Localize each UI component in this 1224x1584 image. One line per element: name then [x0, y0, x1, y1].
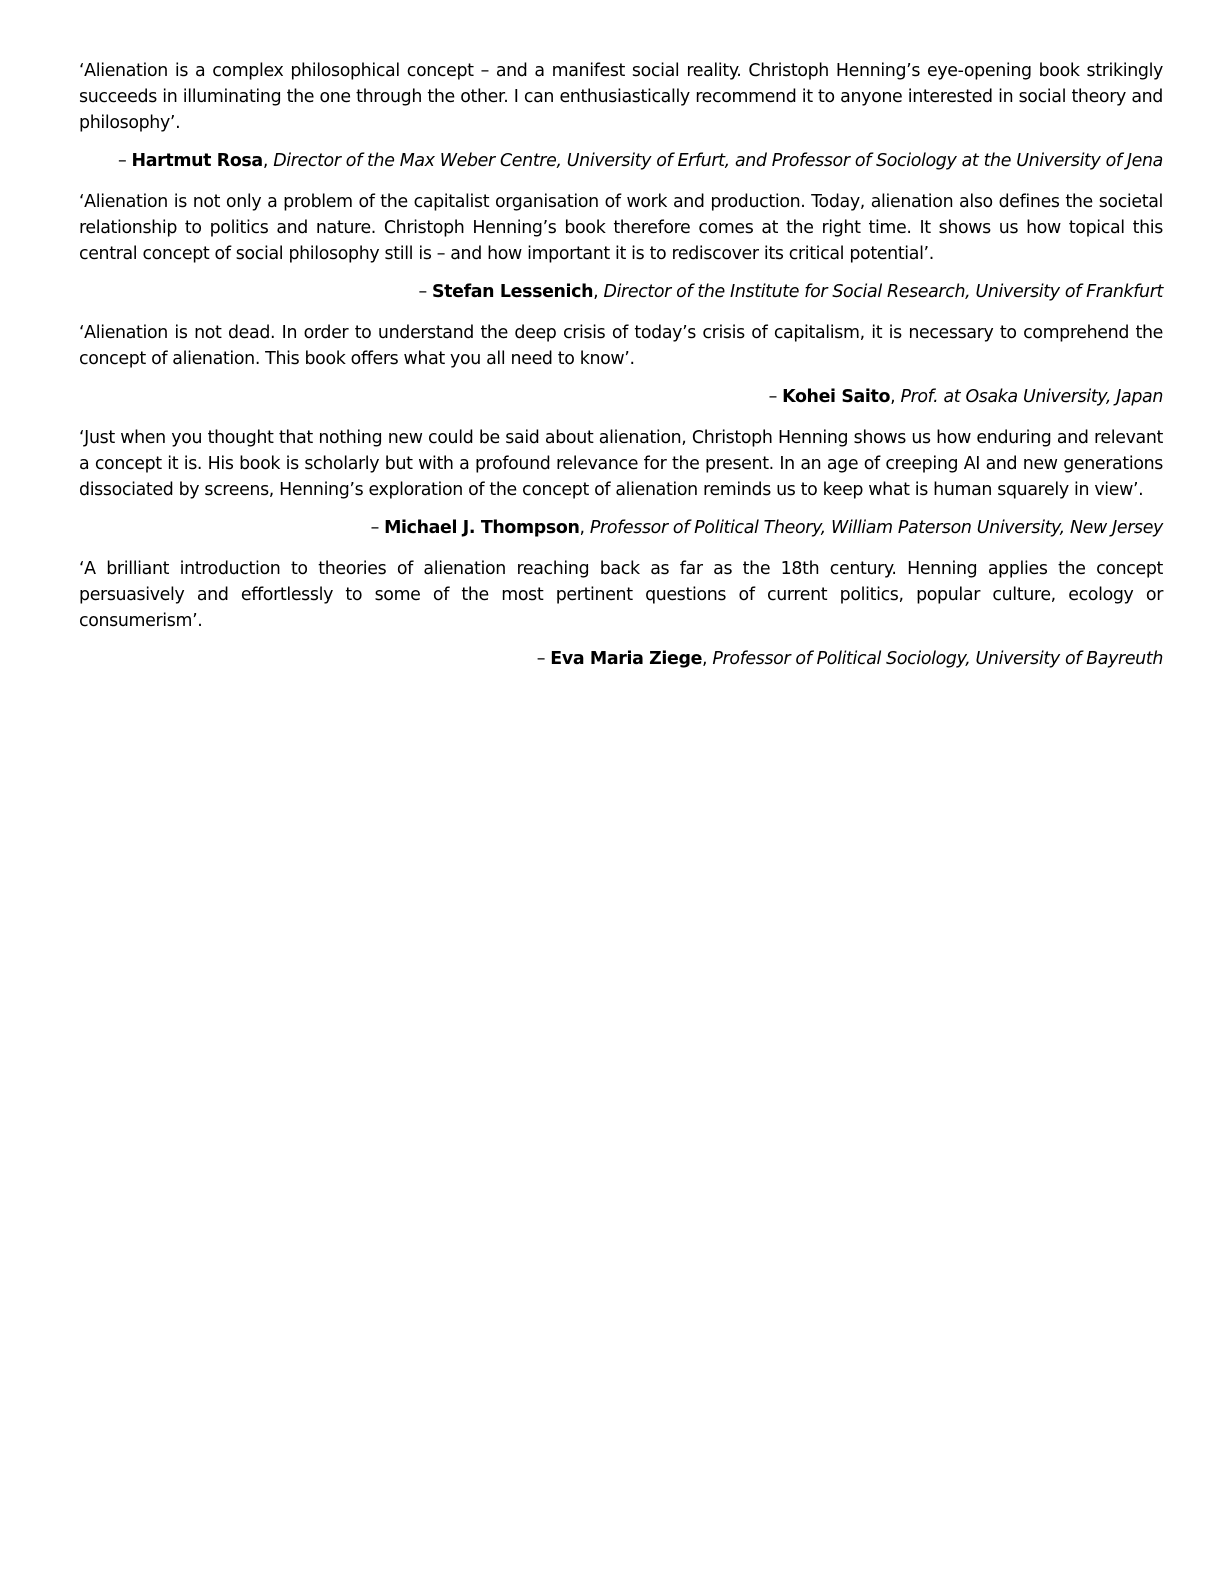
endorser-name: Michael J. Thompson [384, 518, 580, 538]
endorser-role: Professor of Political Theory, William Paterson University, New Jersey [589, 518, 1163, 538]
endorsement [79, 556, 1163, 674]
endorsement-quote: ‘Alienation is a complex philosophical concept – and a manifest social reality. Christoph Henning’s eye-opening book strikingly succeeds in illuminating the one through the other. I can enthusiastically recommend it to anyone interested in social theory and philosophy’. [79, 61, 1163, 133]
attribution-separator: , [579, 518, 590, 538]
endorser-role: Professor of Political Sociology, University of Bayreuth [712, 649, 1163, 669]
attribution-dash: – [536, 649, 551, 669]
endorser-name: Kohei Saito [782, 387, 891, 407]
endorsement [79, 189, 1163, 307]
endorsement [79, 320, 1163, 412]
endorser-name: Hartmut Rosa [131, 151, 263, 171]
endorsement-attribution [79, 644, 1163, 674]
attribution-dash: – [768, 387, 783, 407]
endorsement [79, 58, 1163, 176]
endorsement-attribution [79, 277, 1163, 307]
endorsement-attribution [79, 146, 1163, 176]
endorser-name: Stefan Lessenich [431, 282, 594, 302]
attribution-separator: , [702, 649, 713, 669]
endorsement-quote: ‘Just when you thought that nothing new could be said about alienation, Christoph Henning shows us how enduring and relevant a concept it is. His book is scholarly but with a profound relevance for the present. In an age of creeping AI and new generations dissociated by screens, Henning’s exploration of the concept of alienation reminds us to keep what is human squarely in view’. [79, 428, 1163, 500]
endorsement-quote: ‘Alienation is not only a problem of the capitalist organisation of work and production. Today, alienation also defines the societal relationship to politics and nature. Christoph Henning’s book therefore comes at the right time. It shows us how topical this central concept of social philosophy still is – and how important it is to rediscover its critical potential’. [79, 192, 1163, 264]
endorsements-page [79, 58, 1163, 687]
attribution-dash: – [370, 518, 385, 538]
endorser-role: Prof. at Osaka University, Japan [900, 387, 1163, 407]
attribution-separator: , [890, 387, 901, 407]
attribution-dash: – [418, 282, 432, 302]
endorsement-attribution [79, 513, 1163, 543]
endorsement-quote: ‘Alienation is not dead. In order to understand the deep crisis of today’s crisis of capitalism, it is necessary to comprehend the concept of alienation. This book offers what you all need to know’. [79, 323, 1163, 369]
endorser-role: Director of the Max Weber Centre, University of Erfurt, and Professor of Sociology at the University of Jena [273, 151, 1163, 171]
endorser-role: Director of the Institute for Social Research, University of Frankfurt [603, 282, 1163, 302]
attribution-dash: – [118, 151, 132, 171]
attribution-separator: , [262, 151, 274, 171]
attribution-separator: , [593, 282, 604, 302]
endorsement-quote: ‘A brilliant introduction to theories of alienation reaching back as far as the 18th century. Henning applies the concept persuasively and effortlessly to some of the most pertinent questions of current politics, popular culture, ecology or consumerism’. [79, 559, 1163, 631]
endorsement [79, 425, 1163, 543]
endorser-name: Eva Maria Ziege [550, 649, 703, 669]
endorsement-attribution [79, 382, 1163, 412]
